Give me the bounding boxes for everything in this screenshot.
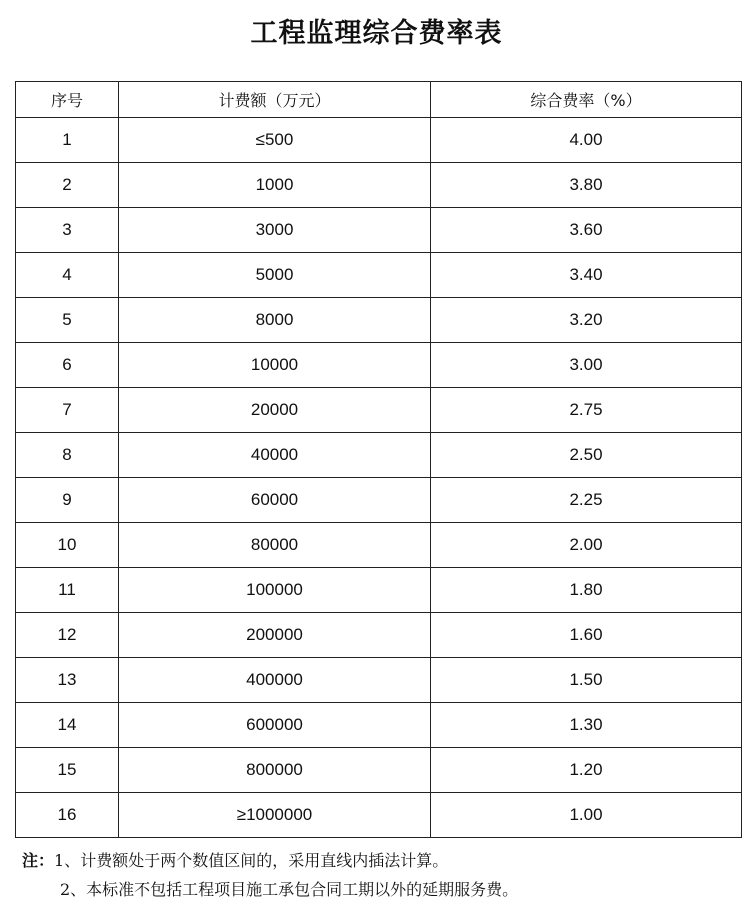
cell-fee-amount: ≤500 (119, 118, 431, 163)
notes-section (22, 846, 742, 904)
cell-fee-amount: ≥1000000 (119, 793, 431, 838)
table-row (16, 343, 742, 388)
cell-rate: 3.20 (431, 298, 742, 343)
table-row (16, 208, 742, 253)
cell-fee-amount: 40000 (119, 433, 431, 478)
cell-fee-amount: 20000 (119, 388, 431, 433)
cell-rate: 2.00 (431, 523, 742, 568)
cell-fee-amount: 60000 (119, 478, 431, 523)
table-header-row (16, 82, 742, 118)
cell-rate: 3.00 (431, 343, 742, 388)
cell-fee-amount: 5000 (119, 253, 431, 298)
cell-rate: 1.00 (431, 793, 742, 838)
cell-rate: 2.50 (431, 433, 742, 478)
table-row (16, 658, 742, 703)
note-item-2 (22, 875, 742, 904)
cell-fee-amount: 100000 (119, 568, 431, 613)
cell-fee-amount: 800000 (119, 748, 431, 793)
cell-rate: 1.50 (431, 658, 742, 703)
cell-fee-amount: 80000 (119, 523, 431, 568)
table-row (16, 433, 742, 478)
cell-index: 16 (16, 793, 119, 838)
cell-index: 1 (16, 118, 119, 163)
cell-rate: 1.20 (431, 748, 742, 793)
table-row (16, 703, 742, 748)
cell-index: 12 (16, 613, 119, 658)
table-row (16, 748, 742, 793)
cell-fee-amount: 1000 (119, 163, 431, 208)
table-row (16, 568, 742, 613)
table-row (16, 478, 742, 523)
cell-fee-amount: 3000 (119, 208, 431, 253)
table-row (16, 163, 742, 208)
cell-rate: 4.00 (431, 118, 742, 163)
cell-index: 2 (16, 163, 119, 208)
table-row (16, 253, 742, 298)
cell-rate: 1.30 (431, 703, 742, 748)
note-text-1: 1、计费额处于两个数值区间的，采用直线内插法计算。 (54, 851, 449, 870)
table-row (16, 523, 742, 568)
table-row (16, 613, 742, 658)
cell-index: 3 (16, 208, 119, 253)
cell-index: 15 (16, 748, 119, 793)
notes-label: 注： (22, 851, 55, 870)
cell-rate: 2.75 (431, 388, 742, 433)
cell-fee-amount: 8000 (119, 298, 431, 343)
table-row (16, 298, 742, 343)
cell-index: 8 (16, 433, 119, 478)
cell-index: 4 (16, 253, 119, 298)
column-header-index: 序号 (16, 82, 119, 118)
cell-fee-amount: 10000 (119, 343, 431, 388)
cell-index: 14 (16, 703, 119, 748)
cell-index: 9 (16, 478, 119, 523)
cell-rate: 1.60 (431, 613, 742, 658)
note-item-1 (22, 846, 742, 875)
page-title: 工程监理综合费率表 (250, 18, 503, 49)
cell-index: 6 (16, 343, 119, 388)
cell-index: 11 (16, 568, 119, 613)
cell-rate: 3.40 (431, 253, 742, 298)
cell-index: 5 (16, 298, 119, 343)
cell-rate: 1.80 (431, 568, 742, 613)
table-row (16, 118, 742, 163)
cell-fee-amount: 600000 (119, 703, 431, 748)
fee-rate-table (15, 81, 742, 838)
cell-rate: 3.60 (431, 208, 742, 253)
cell-rate: 2.25 (431, 478, 742, 523)
cell-index: 13 (16, 658, 119, 703)
table-row (16, 793, 742, 838)
column-header-rate: 综合费率（%） (431, 82, 742, 118)
table-row (16, 388, 742, 433)
cell-rate: 3.80 (431, 163, 742, 208)
cell-fee-amount: 200000 (119, 613, 431, 658)
cell-fee-amount: 400000 (119, 658, 431, 703)
cell-index: 10 (16, 523, 119, 568)
column-header-fee-amount: 计费额（万元） (119, 82, 431, 118)
note-text-2: 2、本标准不包括工程项目施工承包合同工期以外的延期服务费。 (60, 880, 519, 899)
cell-index: 7 (16, 388, 119, 433)
